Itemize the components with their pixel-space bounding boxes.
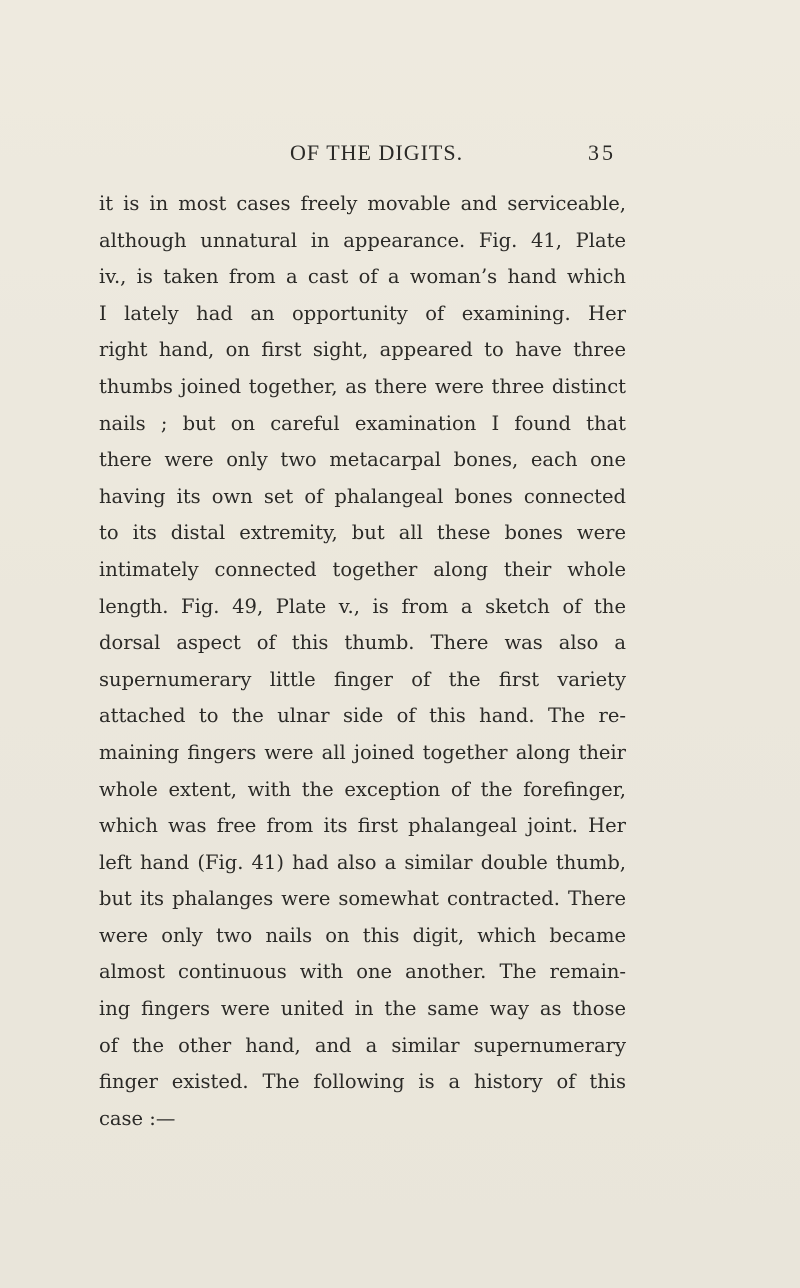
text-line: case :— [99, 1106, 176, 1130]
text-line: which was free from its first phalangeal joint. Her [99, 814, 626, 838]
body-paragraph [99, 186, 626, 1137]
text-line: of the other hand, and a similar supernumerary [99, 1033, 626, 1057]
running-title: OF THE DIGITS. [290, 140, 464, 165]
text-line: length. Fig. 49, Plate v., is from a sketch of the [99, 594, 626, 618]
text-line: supernumerary little finger of the first variety [99, 667, 626, 691]
text-line: it is in most cases freely movable and serviceable, [99, 192, 626, 215]
text-line: nails ; but on careful examination I found that [99, 411, 626, 435]
text-line: maining fingers were all joined together along their [99, 740, 626, 764]
text-line: ing fingers were united in the same way as those [99, 997, 626, 1021]
text-line: there were only two metacarpal bones, each one [99, 448, 626, 472]
text-line: were only two nails on this digit, which became [99, 923, 626, 947]
text-line: iv., is taken from a cast of a woman’s hand which [99, 265, 626, 289]
text-line: although unnatural in appearance. Fig. 41, Plate [99, 228, 626, 252]
text-line: right hand, on first sight, appeared to have three [99, 338, 626, 362]
text-line: left hand (Fig. 41) had also a similar double thumb, [99, 850, 626, 874]
text-line: having its own set of phalangeal bones connected [99, 484, 626, 508]
text-line: thumbs joined together, as there were three distinct [99, 374, 626, 398]
text-line: whole extent, with the exception of the forefinger, [99, 777, 626, 801]
text-line: I lately had an opportunity of examining. Her [99, 301, 626, 325]
page-number: 35 [588, 140, 616, 165]
running-head [0, 140, 800, 170]
text-line: dorsal aspect of this thumb. There was also a [99, 631, 626, 655]
text-line: intimately connected together along their whole [99, 557, 626, 581]
text-line: attached to the ulnar side of this hand. The re- [99, 704, 626, 728]
text-line: but its phalanges were somewhat contracted. There [99, 887, 626, 911]
text-line: finger existed. The following is a history of this [99, 1070, 626, 1094]
text-line: to its distal extremity, but all these bones were [99, 521, 626, 545]
text-line: almost continuous with one another. The remain- [99, 960, 626, 984]
